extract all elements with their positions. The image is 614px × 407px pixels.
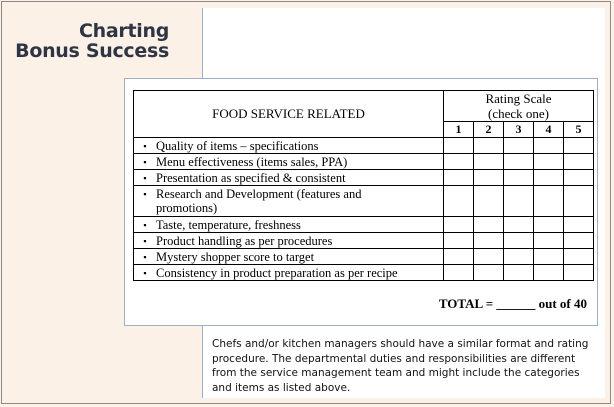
check-cell[interactable]	[444, 233, 474, 249]
check-cell[interactable]	[474, 154, 504, 170]
rating-scale-title: Rating Scale	[485, 91, 552, 106]
check-cell[interactable]	[564, 138, 594, 154]
check-cell[interactable]	[534, 249, 564, 265]
check-cell[interactable]	[444, 249, 474, 265]
check-cell[interactable]	[534, 265, 564, 281]
scale-1: 1	[444, 122, 474, 138]
check-cell[interactable]	[474, 249, 504, 265]
check-cell[interactable]	[444, 154, 474, 170]
check-cell[interactable]	[534, 186, 564, 217]
item-label: Taste, temperature, freshness	[156, 217, 301, 232]
table-row	[134, 170, 594, 186]
scale-4: 4	[534, 122, 564, 138]
check-cell[interactable]	[534, 170, 564, 186]
check-cell[interactable]	[474, 138, 504, 154]
bullet-icon: ▪	[143, 251, 147, 262]
rating-table	[133, 90, 594, 281]
check-cell[interactable]	[504, 265, 534, 281]
item-label: Presentation as specified & consistent	[156, 170, 346, 185]
check-cell[interactable]	[564, 217, 594, 233]
bullet-icon: ▪	[143, 219, 147, 230]
item-cell	[134, 249, 444, 265]
check-cell[interactable]	[564, 170, 594, 186]
scale-2: 2	[474, 122, 504, 138]
bullet-icon: ▪	[143, 235, 147, 246]
table-row	[134, 217, 594, 233]
check-cell[interactable]	[444, 138, 474, 154]
check-cell[interactable]	[564, 249, 594, 265]
check-cell[interactable]	[564, 233, 594, 249]
check-cell[interactable]	[534, 138, 564, 154]
item-cell	[134, 265, 444, 281]
table-row	[134, 186, 594, 217]
check-cell[interactable]	[504, 233, 534, 249]
bullet-icon: ▪	[143, 140, 147, 151]
item-cell	[134, 186, 444, 217]
item-label: Consistency in product preparation as per recipe	[156, 265, 398, 280]
check-cell[interactable]	[534, 217, 564, 233]
table-header-row	[134, 91, 594, 122]
table-row	[134, 249, 594, 265]
item-cell	[134, 154, 444, 170]
item-cell	[134, 217, 444, 233]
item-label: Research and Development (features and promotions)	[156, 187, 362, 215]
check-cell[interactable]	[474, 217, 504, 233]
bullet-icon: ▪	[143, 267, 147, 278]
check-cell[interactable]	[504, 170, 534, 186]
check-cell[interactable]	[474, 265, 504, 281]
item-label: Quality of items – specifications	[156, 138, 319, 153]
rating-scale-header	[444, 91, 594, 122]
item-cell	[134, 233, 444, 249]
check-cell[interactable]	[444, 170, 474, 186]
rating-card	[124, 78, 598, 326]
item-label: Product handling as per procedures	[156, 233, 333, 248]
check-cell[interactable]	[474, 186, 504, 217]
scale-3: 3	[504, 122, 534, 138]
check-cell[interactable]	[444, 186, 474, 217]
bullet-icon: ▪	[143, 172, 147, 183]
table-row	[134, 233, 594, 249]
title-line-2: Bonus Success	[15, 40, 169, 62]
explanatory-note: Chefs and/or kitchen managers should have a similar format and rating procedure. The departmental duties and responsibilities are different from the service management team and might include the categories and items as listed above.	[212, 338, 589, 394]
check-cell[interactable]	[564, 186, 594, 217]
bullet-icon: ▪	[143, 156, 147, 167]
rating-scale-subtitle: (check one)	[488, 106, 549, 121]
category-header: FOOD SERVICE RELATED	[134, 91, 444, 138]
table-row	[134, 265, 594, 281]
check-cell[interactable]	[474, 233, 504, 249]
item-label: Menu effectiveness (items sales, PPA)	[156, 154, 348, 169]
check-cell[interactable]	[504, 138, 534, 154]
check-cell[interactable]	[444, 265, 474, 281]
check-cell[interactable]	[444, 217, 474, 233]
page-title	[15, 21, 169, 61]
item-label: Mystery shopper score to target	[156, 249, 315, 264]
total-score-line: TOTAL = ______ out of 40	[438, 296, 587, 311]
table-row	[134, 154, 594, 170]
title-line-1: Charting	[79, 20, 169, 42]
bullet-icon: ▪	[143, 189, 147, 199]
table-row	[134, 138, 594, 154]
check-cell[interactable]	[474, 170, 504, 186]
check-cell[interactable]	[564, 265, 594, 281]
check-cell[interactable]	[564, 154, 594, 170]
item-cell	[134, 138, 444, 154]
check-cell[interactable]	[504, 154, 534, 170]
item-cell	[134, 170, 444, 186]
check-cell[interactable]	[504, 186, 534, 217]
scale-5: 5	[564, 122, 594, 138]
check-cell[interactable]	[534, 154, 564, 170]
check-cell[interactable]	[534, 233, 564, 249]
check-cell[interactable]	[504, 249, 534, 265]
check-cell[interactable]	[504, 217, 534, 233]
